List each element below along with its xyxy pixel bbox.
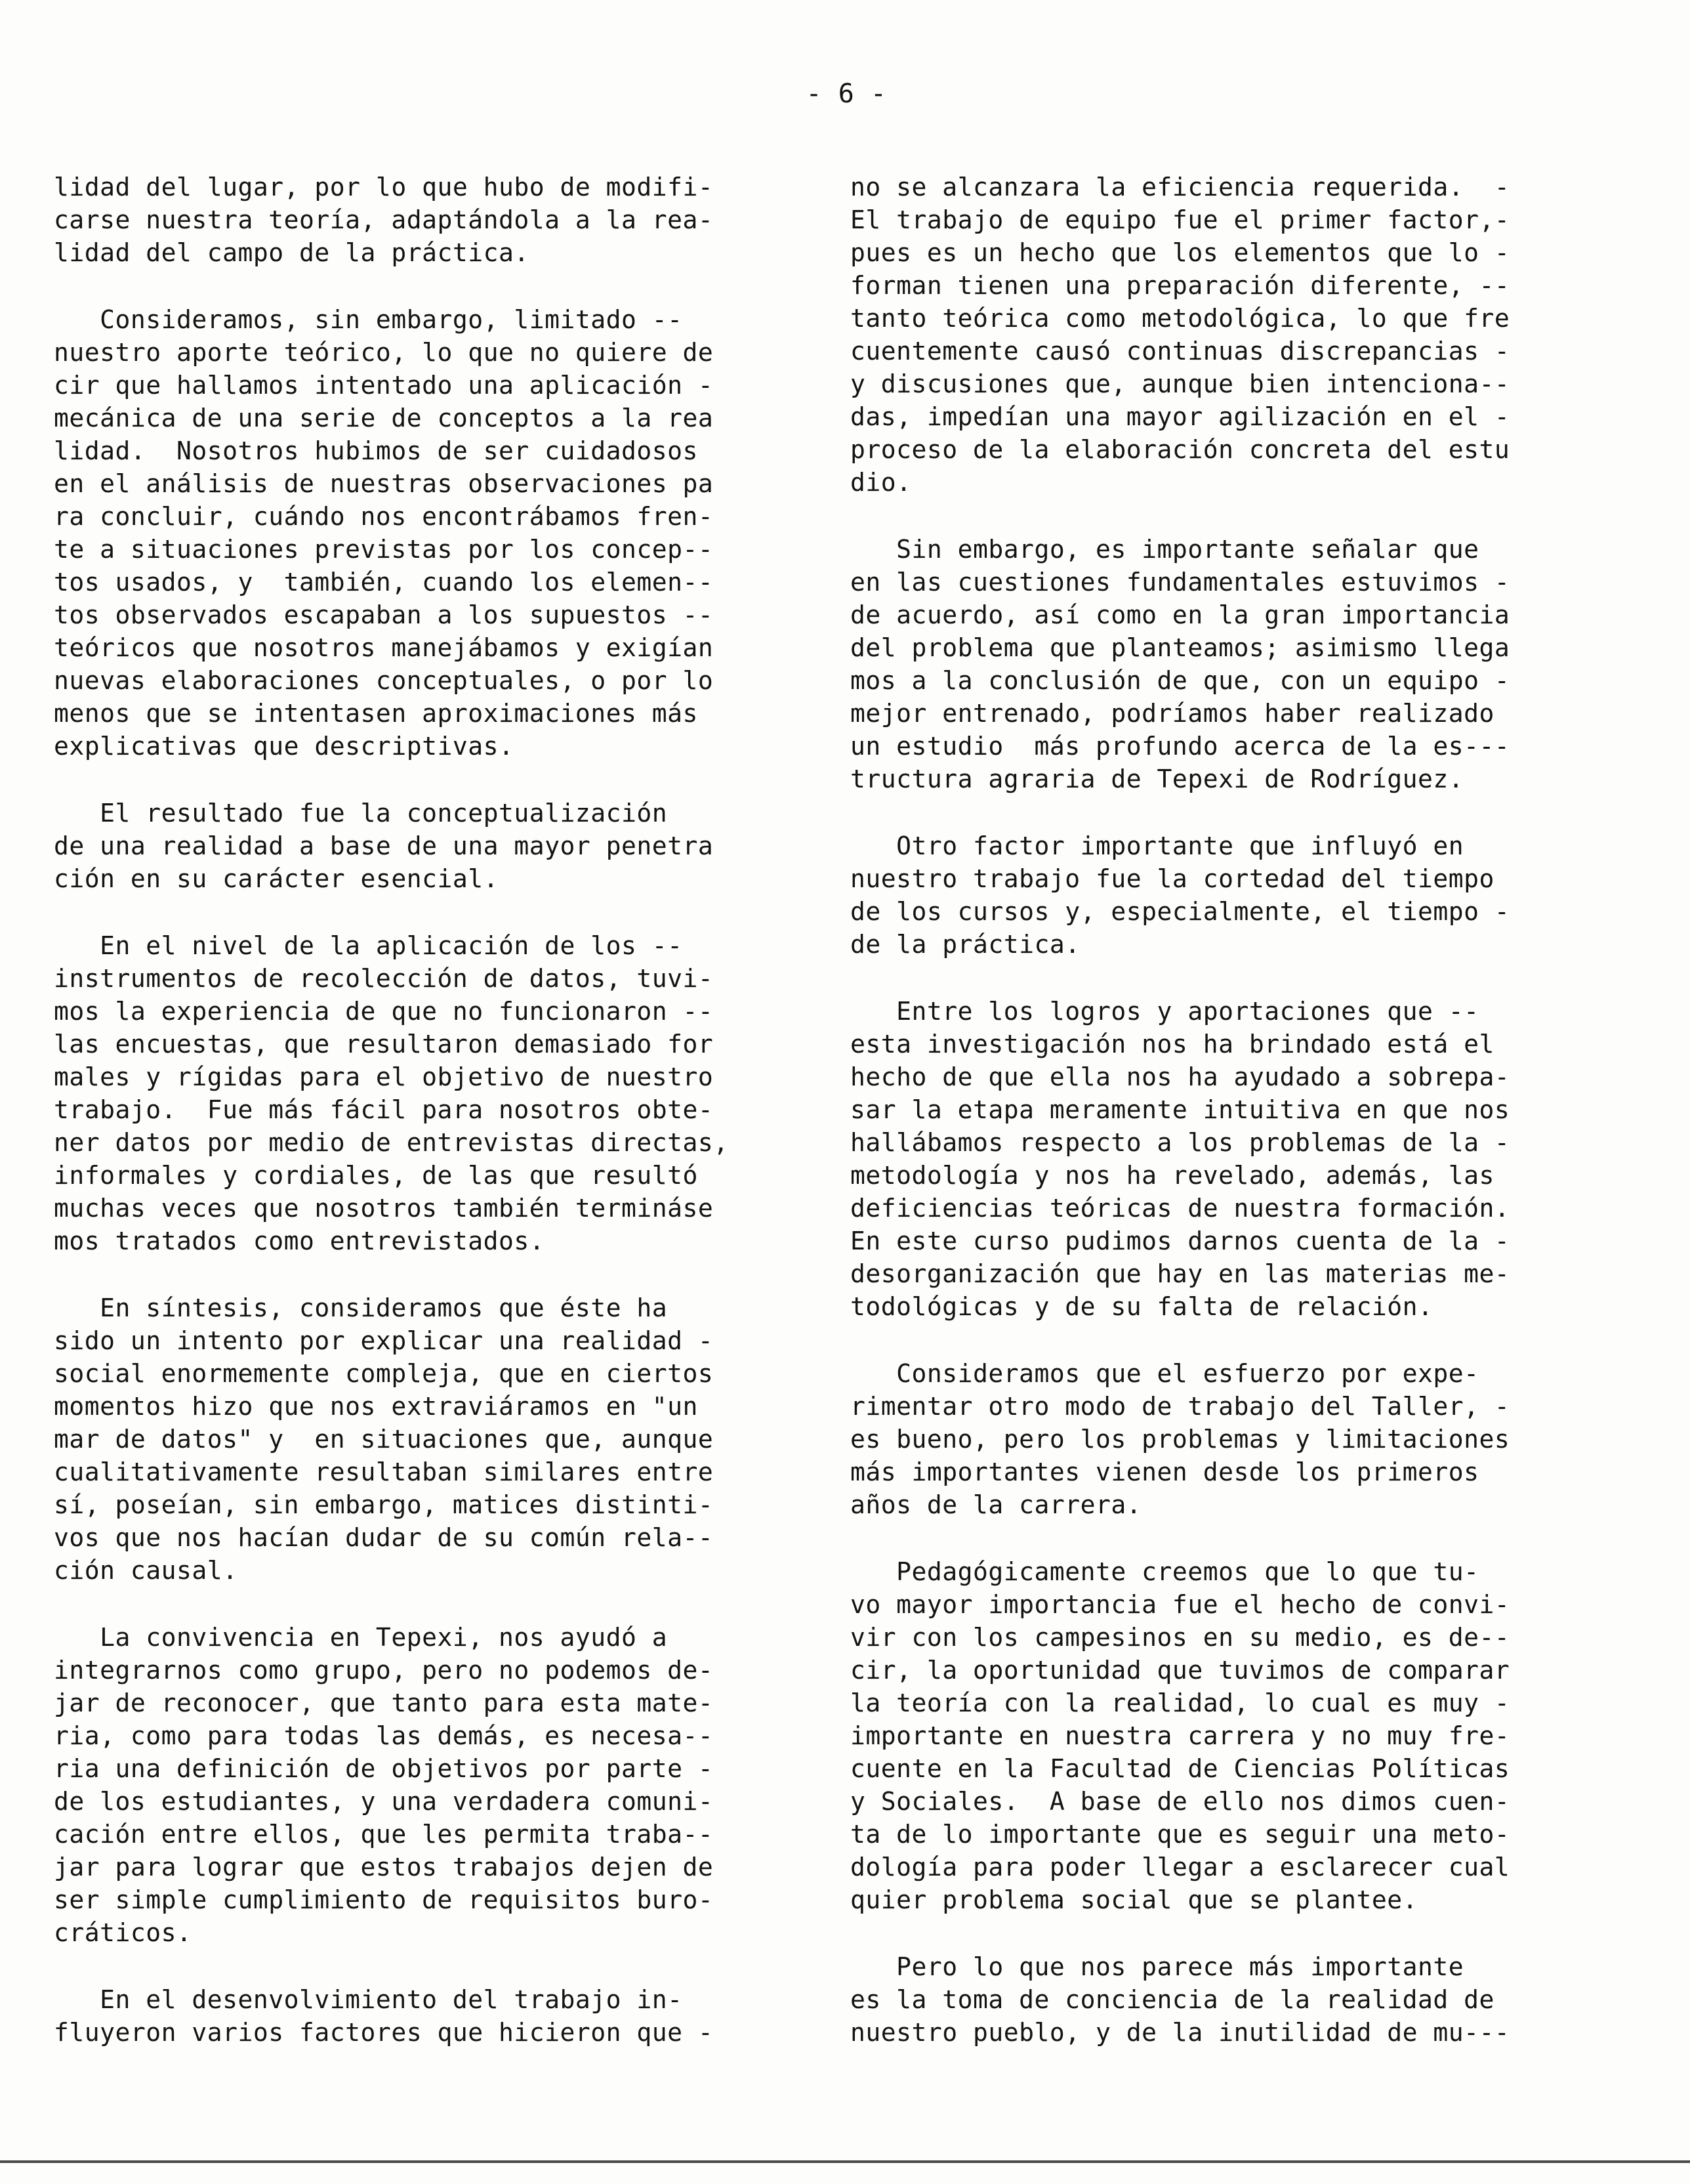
text-line: cráticos.	[54, 1918, 192, 1947]
text-line: La convivencia en Tepexi, nos ayudó a	[54, 1623, 668, 1652]
text-line: El resultado fue la conceptualización	[54, 799, 668, 828]
text-line: de acuerdo, así como en la gran importancia	[850, 600, 1510, 629]
text-line: nuestro trabajo fue la cortedad del tiempo	[850, 864, 1494, 893]
text-line: lidad del campo de la práctica.	[54, 238, 529, 267]
paragraph	[54, 1983, 808, 2049]
text-line: males y rígidas para el objetivo de nuestro	[54, 1062, 714, 1091]
text-line: sar la etapa meramente intuitiva en que nos	[850, 1095, 1510, 1124]
text-line: carse nuestra teoría, adaptándola a la rea-	[54, 205, 714, 234]
text-line: teóricos que nosotros manejábamos y exigían	[54, 633, 714, 662]
text-line: en el análisis de nuestras observaciones pa	[54, 469, 714, 498]
text-line: jar para lograr que estos trabajos dejen de	[54, 1853, 714, 1881]
paragraph	[850, 995, 1624, 1323]
text-line: cuente en la Facultad de Ciencias Políticas	[850, 1754, 1510, 1783]
right-column	[850, 171, 1624, 2083]
text-line: Pero lo que nos parece más importante	[850, 1952, 1464, 1981]
text-line: integrarnos como grupo, pero no podemos de-	[54, 1656, 714, 1685]
text-line: te a situaciones previstas por los concep--	[54, 535, 714, 564]
text-line: cir, la oportunidad que tuvimos de comparar	[850, 1656, 1510, 1685]
text-line: mecánica de una serie de conceptos a la rea	[54, 404, 714, 432]
text-line: cualitativamente resultaban similares entre	[54, 1458, 714, 1486]
text-line: Entre los logros y aportaciones que --	[850, 997, 1479, 1026]
text-line: fluyeron varios factores que hicieron que -	[54, 2018, 714, 2047]
text-line: informales y cordiales, de las que resultó	[54, 1161, 698, 1190]
paragraph	[54, 303, 808, 763]
text-line: trabajo. Fue más fácil para nosotros obte-	[54, 1095, 714, 1124]
text-line: deficiencias teóricas de nuestra formación.	[850, 1194, 1510, 1223]
text-line: dio.	[850, 468, 912, 497]
text-line: años de la carrera.	[850, 1490, 1142, 1519]
text-line: instrumentos de recolección de datos, tuvi-	[54, 964, 714, 993]
paragraph	[54, 1621, 808, 1949]
text-line: En síntesis, consideramos que éste ha	[54, 1293, 668, 1322]
text-line: hallábamos respecto a los problemas de la -	[850, 1128, 1510, 1157]
text-line: más importantes vienen desde los primeros	[850, 1458, 1479, 1486]
text-line: mar de datos" y en situaciones que, aunque	[54, 1425, 714, 1454]
text-line: pues es un hecho que los elementos que lo -	[850, 238, 1510, 267]
text-line: ción en su carácter esencial.	[54, 864, 499, 893]
text-line: lidad. Nosotros hubimos de ser cuidadosos	[54, 436, 698, 465]
text-line: Pedagógicamente creemos que lo que tu-	[850, 1557, 1479, 1586]
text-line: nuestro aporte teórico, lo que no quiere de	[54, 338, 714, 367]
text-line: y discusiones que, aunque bien intenciona--	[850, 369, 1510, 398]
text-line: ra concluir, cuándo nos encontrábamos fren-	[54, 502, 714, 531]
text-line: todológicas y de su falta de relación.	[850, 1292, 1433, 1321]
paragraph	[850, 1555, 1624, 1916]
text-line: tos usados, y también, cuando los elemen--	[54, 568, 714, 597]
bottom-rule	[0, 2160, 1690, 2163]
text-line: mos a la conclusión de que, con un equipo -	[850, 666, 1510, 695]
text-line: El trabajo de equipo fue el primer factor,-	[850, 205, 1510, 234]
text-line: Consideramos que el esfuerzo por expe-	[850, 1359, 1479, 1388]
text-line: de la práctica.	[850, 930, 1081, 959]
paragraph	[54, 1292, 808, 1587]
text-line: hecho de que ella nos ha ayudado a sobrepa-	[850, 1062, 1510, 1091]
text-line: En este curso pudimos darnos cuenta de la -	[850, 1227, 1510, 1255]
text-line: muchas veces que nosotros también terminásе	[54, 1194, 714, 1223]
text-line: importante en nuestra carrera y no muy fre-	[850, 1721, 1510, 1750]
text-line: momentos hizo que nos extraviáramos en "un	[54, 1392, 698, 1421]
text-line: vir con los campesinos en su medio, es de--	[850, 1623, 1510, 1652]
paragraph	[54, 797, 808, 895]
text-line: ner datos por medio de entrevistas directas,	[54, 1128, 729, 1157]
paragraph	[850, 1357, 1624, 1521]
text-line: rimentar otro modo de trabajo del Taller, -	[850, 1392, 1510, 1421]
text-line: de una realidad a base de una mayor penetra	[54, 831, 714, 860]
text-line: ta de lo importante que es seguir una meto-	[850, 1820, 1510, 1849]
text-line: sido un intento por explicar una realidad -	[54, 1326, 714, 1355]
text-line: vos que nos hacían dudar de su común rela--	[54, 1523, 714, 1552]
paragraph	[54, 171, 808, 269]
text-line: tructura agraria de Tepexi de Rodríguez.	[850, 765, 1464, 793]
text-line: mos la experiencia de que no funcionaron --	[54, 997, 714, 1026]
text-line: menos que se intentasen aproximaciones más	[54, 699, 698, 728]
text-line: ria, como para todas las demás, es necesa--	[54, 1721, 714, 1750]
text-line: lidad del lugar, por lo que hubo de modifi-	[54, 173, 714, 201]
text-line: nuestro pueblo, y de la inutilidad de mu---	[850, 2018, 1510, 2047]
text-line: ser simple cumplimiento de requisitos buro-	[54, 1885, 714, 1914]
text-line: las encuestas, que resultaron demasiado for	[54, 1030, 714, 1059]
text-line: proceso de la elaboración concreta del estu	[850, 435, 1510, 464]
text-line: y Sociales. A base de ello nos dimos cuen-	[850, 1787, 1510, 1816]
text-line: de los cursos y, especialmente, el tiempo -	[850, 897, 1510, 926]
text-line: sí, poseían, sin embargo, matices distinti-	[54, 1490, 714, 1519]
text-line: forman tienen una preparación diferente, --	[850, 271, 1510, 300]
text-line: tanto teórica como metodológica, lo que fre	[850, 304, 1510, 333]
text-line: esta investigación nos ha brindado está el	[850, 1030, 1494, 1059]
paragraph	[850, 171, 1624, 499]
text-line: tos observados escapaban a los supuestos --	[54, 600, 714, 629]
text-line: Otro factor importante que influyó en	[850, 831, 1464, 860]
text-line: un estudio más profundo acerca de la es---	[850, 732, 1510, 761]
text-line: es bueno, pero los problemas y limitaciones	[850, 1425, 1510, 1454]
text-line: jar de reconocer, que tanto para esta mate-	[54, 1689, 714, 1717]
text-line: mejor entrenado, podríamos haber realizado	[850, 699, 1494, 728]
text-line: cir que hallamos intentado una aplicación -	[54, 371, 714, 400]
text-line: metodología y nos ha revelado, además, las	[850, 1161, 1494, 1190]
paragraph	[850, 533, 1624, 795]
text-line: explicativas que descriptivas.	[54, 732, 514, 761]
text-line: cuentemente causó continuas discrepancias -	[850, 337, 1510, 366]
text-line: mos tratados como entrevistados.	[54, 1227, 545, 1255]
text-line: ción causal.	[54, 1556, 238, 1585]
paragraph	[850, 1950, 1624, 2049]
text-line: das, impedían una mayor agilización en el -	[850, 402, 1510, 431]
text-line: nuevas elaboraciones conceptuales, o por lo	[54, 666, 714, 695]
text-line: desorganización que hay en las materias me-	[850, 1259, 1510, 1288]
text-line: Sin embargo, es importante señalar que	[850, 535, 1479, 564]
page-number: - 6 -	[806, 79, 887, 109]
text-line: la teoría con la realidad, lo cual es muy -	[850, 1689, 1510, 1717]
text-line: ria una definición de objetivos por parte -	[54, 1754, 714, 1783]
text-line: cación entre ellos, que les permita traba--	[54, 1820, 714, 1849]
text-line: de los estudiantes, y una verdadera comuni-	[54, 1787, 714, 1816]
paragraph	[850, 830, 1624, 961]
paragraph	[54, 929, 808, 1257]
text-line: social enormemente compleja, que en ciertos	[54, 1359, 714, 1388]
text-line: del problema que planteamos; asimismo llega	[850, 633, 1510, 662]
text-line: vo mayor importancia fue el hecho de convi-	[850, 1590, 1510, 1619]
text-line: Consideramos, sin embargo, limitado --	[54, 305, 683, 334]
text-line: no se alcanzara la eficiencia requerida. -	[850, 173, 1510, 201]
text-line: dología para poder llegar a esclarecer cual	[850, 1853, 1510, 1881]
text-line: es la toma de conciencia de la realidad de	[850, 1985, 1494, 2014]
text-line: quier problema social que se plantee.	[850, 1885, 1418, 1914]
text-line: En el nivel de la aplicación de los --	[54, 931, 683, 960]
left-column	[54, 171, 808, 2083]
text-line: en las cuestiones fundamentales estuvimos -	[850, 568, 1510, 597]
text-line: En el desenvolvimiento del trabajo in-	[54, 1985, 683, 2014]
